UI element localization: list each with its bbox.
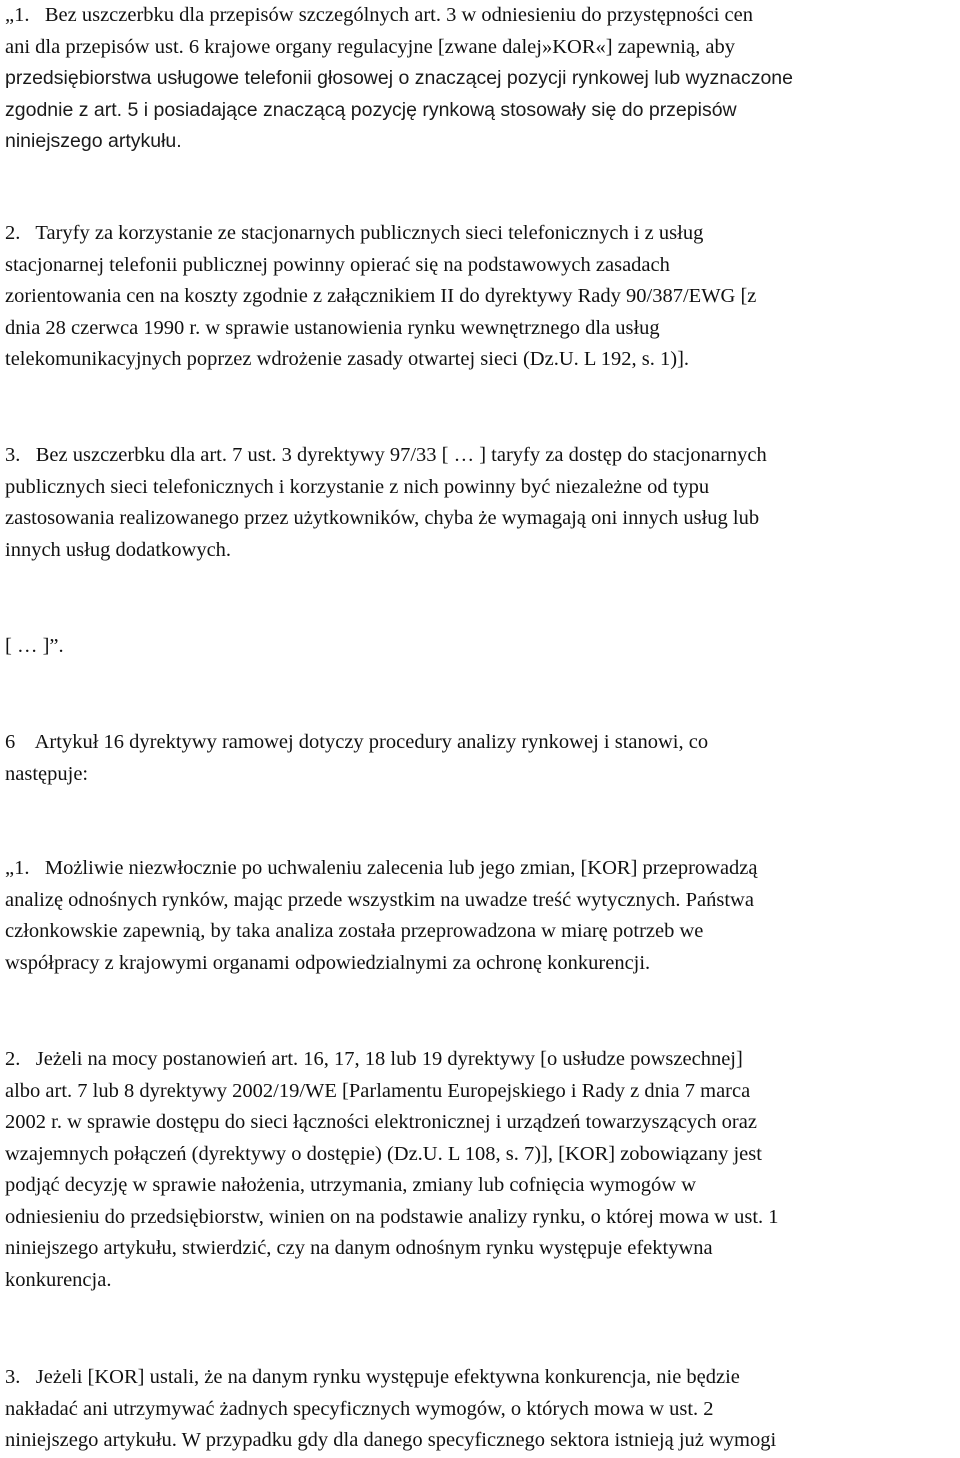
paragraph-quote-1 [5, 853, 955, 979]
paragraph-line: „1. Bez uszczerbku dla przepisów szczególnych art. 3 w odniesieniu do przystępności cen [5, 4, 753, 26]
paragraph-line: nakładać ani utrzymywać żadnych specyficznych wymogów, o których mowa w ust. 2 [5, 1397, 714, 1420]
paragraph-line: podjąć decyzję w sprawie nałożenia, utrzymania, zmiany lub cofnięcia wymogów w [5, 1174, 697, 1196]
paragraph-line: współpracy z krajowymi organami odpowiedzialnymi za ochronę konkurencji. [5, 951, 651, 974]
paragraph-line: zastosowania realizowanego przez użytkowników, chyba że wymagają oni innych usług lub [5, 507, 760, 529]
paragraph-article-16 [5, 727, 955, 790]
paragraph-line: wzajemnych połączeń (dyrektywy o dostępie) (Dz.U. L 108, s. 7)], [KOR] zobowiązany jest [5, 1142, 762, 1165]
paragraph-quote-3 [5, 1362, 955, 1457]
paragraph-line: stacjonarnej telefonii publicznej powinny opierać się na podstawowych zasadach [5, 253, 670, 276]
paragraph-line: telekomunikacyjnych poprzez wdrożenie zasady otwartej sieci (Dz.U. L 192, s. 1)]. [5, 348, 690, 370]
paragraph-line: 2002 r. w sprawie dostępu do sieci łączności elektronicznej i urządzeń towarzyszących oraz [5, 1111, 757, 1133]
paragraph-quote-2 [5, 1044, 955, 1296]
paragraph-line: dnia 28 czerwca 1990 r. w sprawie ustanowienia rynku wewnętrznego dla usług [5, 316, 660, 339]
paragraph-line: 3. Jeżeli [KOR] ustali, że na danym rynku występuje efektywna konkurencja, nie będzie [5, 1366, 740, 1388]
paragraph-2 [5, 218, 955, 376]
paragraph-line: odniesieniu do przedsiębiorstw, winien on na podstawie analizy rynku, o której mowa w ust. 1 [5, 1205, 779, 1228]
paragraph-line: [ … ]”. [5, 635, 64, 657]
paragraph-line: innych usług dodatkowych. [5, 538, 232, 561]
paragraph-line: członkowskie zapewnią, by taka analiza została przeprowadzona w miarę potrzeb we [5, 920, 704, 942]
paragraph-line: 2. Jeżeli na mocy postanowień art. 16, 17, 18 lub 19 dyrektywy [o usłudze powszechnej] [5, 1048, 743, 1070]
paragraph-1 [5, 0, 955, 158]
paragraph-line: analizę odnośnych rynków, mając przede wszystkim na uwadze treść wytycznych. Państwa [5, 888, 754, 911]
paragraph-line: następuje: [5, 762, 89, 785]
paragraph-line: „1. Możliwie niezwłocznie po uchwaleniu zalecenia lub jego zmian, [KOR] przeprowadzą [5, 857, 758, 879]
paragraph-line: zorientowania cen na koszty zgodnie z załącznikiem II do dyrektywy Rady 90/387/EWG [z [5, 285, 757, 307]
paragraph-line: niniejszego artykułu. W przypadku gdy dla danego specyficznego sektora istnieją już wymogi [5, 1429, 777, 1451]
paragraph-line: albo art. 7 lub 8 dyrektywy 2002/19/WE [Parlamentu Europejskiego i Rady z dnia 7 marca [5, 1079, 751, 1102]
ellipsis-paragraph [5, 631, 955, 663]
paragraph-line: niniejszego artykułu. [5, 130, 182, 152]
paragraph-line: zgodnie z art. 5 i posiadające znaczącą pozycję rynkową stosowały się do przepisów [5, 98, 737, 121]
paragraph-line: ani dla przepisów ust. 6 krajowe organy regulacyjne [zwane dalej»KOR«] zapewnią, aby [5, 35, 735, 58]
paragraph-line: przedsiębiorstwa usługowe telefonii głosowej o znaczącej pozycji rynkowej lub wyznaczone [5, 67, 793, 89]
paragraph-line: 3. Bez uszczerbku dla art. 7 ust. 3 dyrektywy 97/33 [ … ] taryfy za dostęp do stacjonarnych [5, 444, 767, 466]
paragraph-line: 2. Taryfy za korzystanie ze stacjonarnych publicznych sieci telefonicznych i z usług [5, 222, 704, 244]
paragraph-line: 6 Artykuł 16 dyrektywy ramowej dotyczy procedury analizy rynkowej i stanowi, co [5, 731, 709, 753]
paragraph-line: konkurencja. [5, 1268, 112, 1291]
paragraph-line: niniejszego artykułu, stwierdzić, czy na danym odnośnym rynku występuje efektywna [5, 1237, 713, 1259]
paragraph-3 [5, 440, 955, 566]
paragraph-line: publicznych sieci telefonicznych i korzystanie z nich powinny być niezależne od typu [5, 475, 710, 498]
